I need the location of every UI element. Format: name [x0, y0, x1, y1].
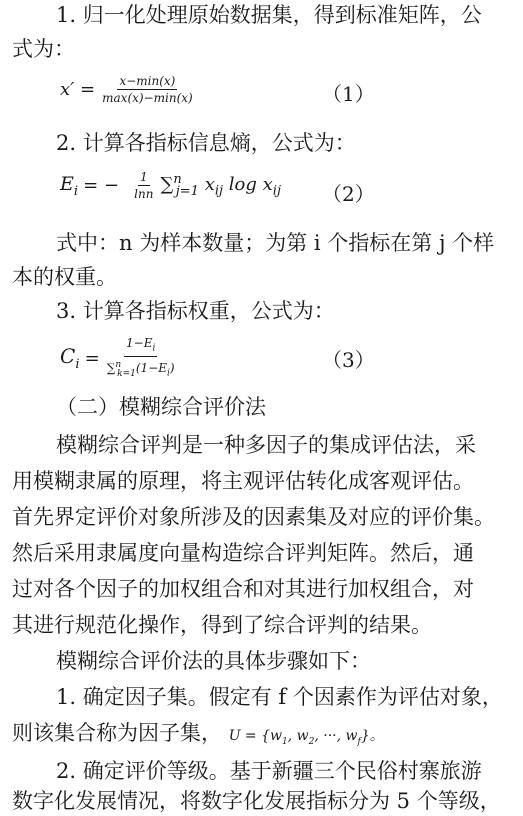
line-6: 3. 计算各指标权重，公式为：: [56, 299, 335, 323]
eq1-fraction: $\frac{x-\min(x)}{\max(x)-\min(x)}$: [102, 74, 193, 105]
equation-2: $E_i$ = − $\frac{1}{\ln n}$ ∑$^n_{j=1}$ $x_{ij}$ $\log x_{ij}$: [60, 170, 281, 201]
equation-3: $C_i$ = $\frac{1-E_i}{\sum^n_{k=1}(1-E_i)}$: [60, 336, 175, 379]
line-13: 其进行规范化操作，得到了综合评判的结果。: [12, 613, 432, 637]
line-17: 2. 确定评价等级。基于新疆三个民俗村寨旅游: [56, 759, 482, 783]
line-8: 模糊综合评判是一种多因子的集成评估法，采: [56, 433, 476, 457]
equation-2-number: （2）: [322, 182, 375, 206]
section-heading: （二）模糊综合评价法: [56, 395, 266, 419]
equation-1-number: （1）: [322, 82, 375, 106]
line-10: 首先界定评价对象所涉及的因素集及对应的评价集。: [12, 505, 495, 529]
line-3: 2. 计算各指标信息熵，公式为：: [56, 131, 356, 155]
equation-3-number: （3）: [322, 348, 375, 372]
equation-1: x′ = $\frac{x-\min(x)}{\max(x)-\min(x)}$: [60, 74, 193, 105]
line-4: 式中：n 为样本数量；为第 i 个指标在第 j 个样: [56, 231, 495, 255]
line-12: 过对各个因子的加权组合和对其进行加权组合，对: [12, 577, 474, 601]
line-16: 则该集合称为因子集， $U = \{w_1$, $w_2$, ···, $w_f$}。: [12, 721, 384, 747]
line-15: 1. 确定因子集。假定有 f 个因素作为评估对象，: [56, 685, 503, 709]
line-18: 数字化发展情况，将数字化发展指标分为 5 个等级，: [12, 789, 501, 813]
line-11: 然后采用隶属度向量构造综合评判矩阵。然后，通: [12, 541, 474, 565]
line-1: 1. 归一化处理原始数据集，得到标准矩阵，公: [56, 3, 482, 27]
factor-set-formula: $U = \{w_1$, $w_2$, ···, $w_f$}。: [228, 728, 384, 747]
line-14: 模糊综合评价法的具体步骤如下：: [56, 649, 371, 673]
line-9: 用模糊隶属的原理，将主观评估转化成客观评估。: [12, 469, 474, 493]
line-2: 式为：: [12, 37, 75, 61]
line-5: 本的权重。: [12, 265, 117, 289]
